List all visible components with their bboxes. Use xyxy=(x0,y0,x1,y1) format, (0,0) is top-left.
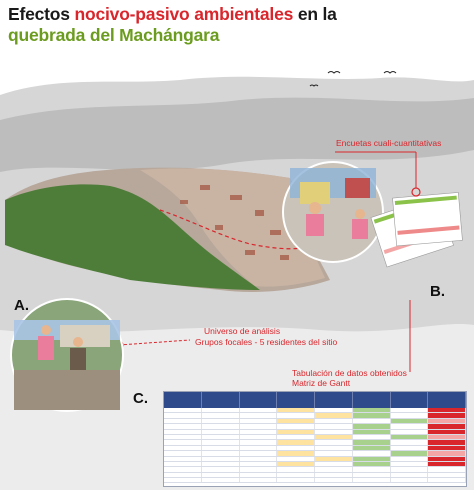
universe-label: Universo de análisis xyxy=(204,326,281,336)
panel-letter-a: A. xyxy=(14,297,29,314)
gantt-matrix-table xyxy=(163,391,467,487)
panel-letter-b: B. xyxy=(430,283,445,300)
table-header xyxy=(164,392,466,408)
gantt-label: Matriz de Gantt xyxy=(292,378,351,388)
surveys-label: Encuetas cuali-cuantitativas xyxy=(336,138,442,148)
tabulation-label: Tabulación de datos obtenidos xyxy=(292,368,407,378)
title-line-2: quebrada del Machángara xyxy=(8,25,220,45)
focus-groups-label: Grupos focales - 5 residentes del sitio xyxy=(195,337,338,347)
title-part-3: en la xyxy=(293,4,337,24)
panel-letter-c: C. xyxy=(133,390,148,407)
title-part-2: nocivo-pasivo ambientales xyxy=(74,4,294,24)
title-part-1: Efectos xyxy=(8,4,75,24)
table-row xyxy=(164,478,466,483)
